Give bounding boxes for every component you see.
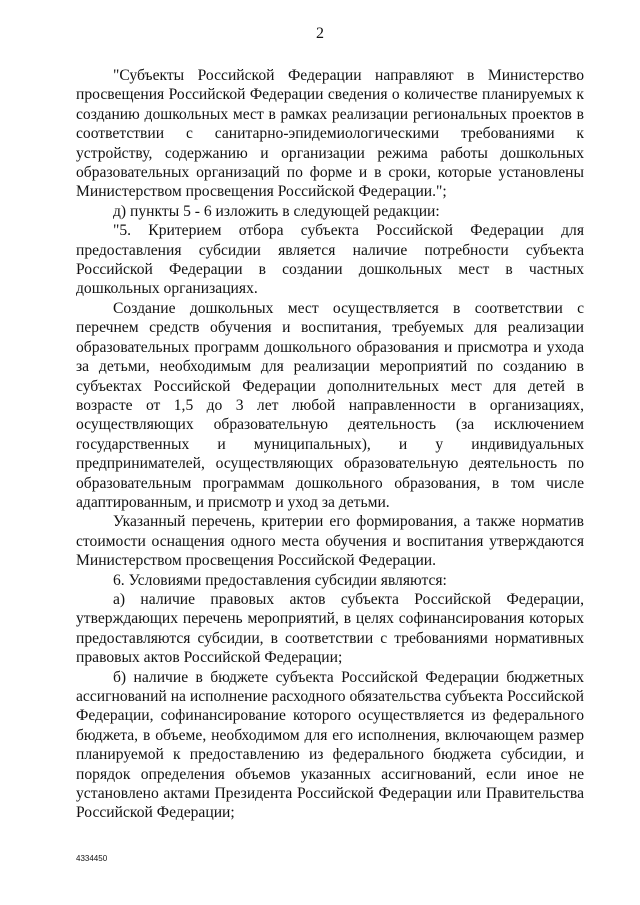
paragraph-creation-of-places: Создание дошкольных мест осуществляется в соответствии с перечнем средств обучения и воспитания, требуемых для реализации образовательных программ дошкольного образования и присмотра и ухода за детьми, необходимым для реализации мероприятий по созданию в субъектах Российской Федерации дополнительных мест для детей в возрасте от 1,5 до 3 лет любой направленности в организациях, осуществляющих образовательную деятельность (за исключением государственных и муниципальных), и у индивидуальных предпринимателей, осуществляющих образовательную деятельность по образовательным программам дошкольного образования, в том числе адаптированным, и присмотр и уход за детьми. <box>76 299 584 511</box>
paragraph-regions-report: "Субъекты Российской Федерации направляют в Министерство просвещения Российской Федерации сведения о количестве планируемых к созданию дошкольных мест в рамках реализации региональных проектов в соответствии с санитарно-эпидемиологическими требованиями к устройству, содержанию и организации режима работы дошкольных образовательных организаций по форме и в сроки, которые установлены Министерством просвещения Российской Федерации."; <box>76 67 584 201</box>
paragraph-item-d: д) пункты 5 - 6 изложить в следующей редакции: <box>113 202 440 220</box>
paragraph-condition-b: б) наличие в бюджете субъекта Российской Федерации бюджетных ассигнований на исполнение расходного обязательства субъекта Российской Федерации, софинансирование которого осуществляется из федерального бюджета, в объеме, необходимом для его исполнения, включающем размер планируемой к предоставлению из федерального бюджета субсидии, и порядок определения объемов указанных ассигнований, если иное не установлено актами Президента Российской Федерации или Правительства Российской Федерации; <box>76 668 584 822</box>
paragraph-criterion-5: "5. Критерием отбора субъекта Российской Федерации для предоставления субсидии является наличие потребности субъекта Российской Федерации в создании дошкольных мест в частных дошкольных организациях. <box>76 222 584 298</box>
paragraph-condition-a: а) наличие правовых актов субъекта Российской Федерации, утверждающих перечень мероприятий, в целях софинансирования которых предоставляются субсидии, в соответствии с требованиями нормативных правовых актов Российской Федерации; <box>76 590 584 667</box>
page-number: 2 <box>316 25 324 42</box>
paragraph-conditions-6: 6. Условиями предоставления субсидии являются: <box>113 571 447 589</box>
paragraph-list-approval: Указанный перечень, критерии его формирования, а также норматив стоимости оснащения одного места обучения и воспитания утверждаются Министерством просвещения Российской Федерации. <box>76 513 584 570</box>
document-body <box>76 66 584 823</box>
document-id: 4334450 <box>76 854 108 863</box>
